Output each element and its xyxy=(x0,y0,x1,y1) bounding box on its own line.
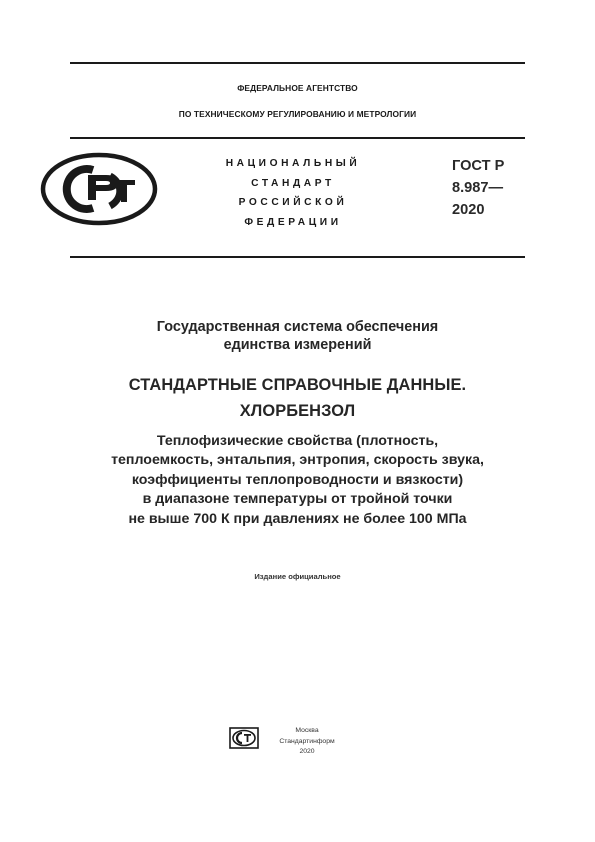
series-line: единства измерений xyxy=(223,337,372,353)
publisher-logo-icon xyxy=(229,727,259,749)
agency-line-2: ПО ТЕХНИЧЕСКОМУ РЕГУЛИРОВАНИЮ И МЕТРОЛОГИИ xyxy=(178,109,417,119)
edition-label: Издание официальное xyxy=(254,572,341,581)
lower-rule xyxy=(70,256,525,258)
document-subtitle xyxy=(30,432,565,529)
document-title xyxy=(30,372,565,424)
national-standard-label xyxy=(198,154,388,232)
publisher-name: Стандартинформ xyxy=(279,737,335,745)
subtitle-line: коэффициенты теплопроводности и вязкости) xyxy=(131,471,464,488)
upper-rule xyxy=(70,137,525,139)
title-line: СТАНДАРТНЫЕ СПРАВОЧНЫЕ ДАННЫЕ. xyxy=(128,376,467,394)
national-line: НАЦИОНАЛЬНЫЙ xyxy=(225,158,361,169)
title-line: ХЛОРБЕНЗОЛ xyxy=(239,402,356,420)
publisher-block xyxy=(264,726,350,758)
top-rule xyxy=(70,62,525,64)
rst-logo-icon xyxy=(40,152,158,226)
subtitle-line: теплоемкость, энтальпия, энтропия, скорость звука, xyxy=(111,452,484,469)
national-line: СТАНДАРТ xyxy=(251,177,335,189)
subtitle-line: Теплофизические свойства (плотность, xyxy=(156,433,439,449)
subtitle-line: не выше 700 К при давлениях не более 100 МПа xyxy=(128,510,467,527)
gost-line: 2020 xyxy=(452,202,485,218)
national-line: РОССИЙСКОЙ xyxy=(238,197,348,208)
agency-line-1: ФЕДЕРАЛЬНОЕ АГЕНТСТВО xyxy=(237,83,358,93)
series-line: Государственная система обеспечения xyxy=(156,319,439,335)
national-line: ФЕДЕРАЦИИ xyxy=(244,216,342,228)
gost-number xyxy=(452,155,504,221)
gost-line: ГОСТ Р xyxy=(452,158,505,174)
gost-line: 8.987— xyxy=(452,180,504,196)
series-title xyxy=(30,318,565,354)
subtitle-line: в диапазоне температуры от тройной точки xyxy=(142,491,453,508)
publisher-year: 2020 xyxy=(299,748,315,755)
publisher-city: Москва xyxy=(295,727,319,734)
